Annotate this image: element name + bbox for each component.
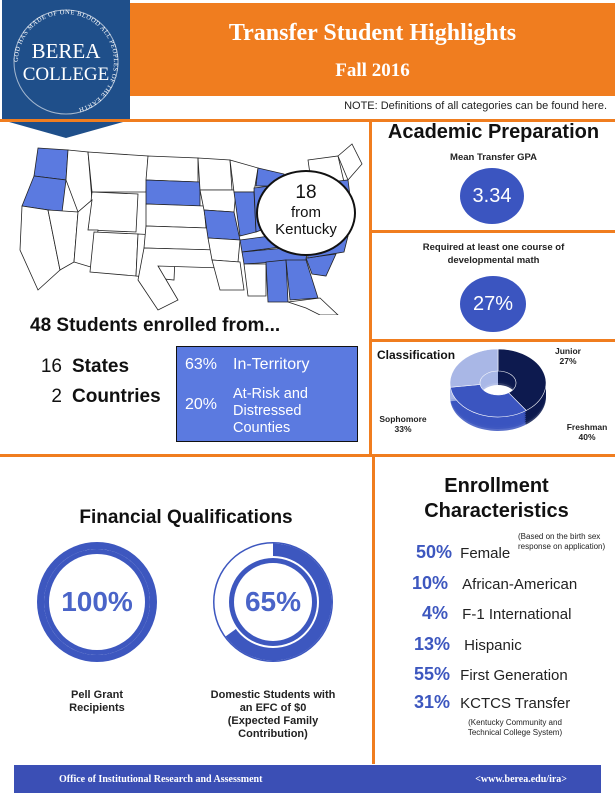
note-text: NOTE: Definitions of all categories can be found: [344, 100, 582, 112]
sophomore-legend: [372, 414, 434, 434]
states-stat: [28, 356, 129, 378]
footer-office: Office of Institutional Research and Assessment: [59, 774, 263, 785]
countries-stat: [28, 386, 161, 408]
african-american-pct: 10%: [411, 573, 448, 593]
efc-label-line2: an EFC of $0: [239, 702, 307, 714]
first-generation-label: First Generation: [460, 667, 568, 684]
divider-academic: [369, 230, 615, 233]
enrollment-title: [378, 474, 615, 524]
divider-vertical-upper: [369, 119, 372, 454]
international-label: F-1 International: [462, 606, 572, 623]
svg-text:BEREA: BEREA: [31, 39, 101, 63]
efc-value: 65%: [244, 586, 302, 617]
academic-title: Academic Preparation: [387, 121, 600, 143]
divider-classification: [369, 339, 615, 342]
enrollment-row-hispanic: [378, 634, 615, 655]
sophomore-pct: 33%: [394, 424, 412, 434]
pell-label-line2: Recipients: [69, 702, 125, 714]
efc-label-line1: Domestic Students with: [210, 689, 336, 701]
freshman-label: Freshman: [566, 422, 608, 432]
page-title: Transfer Student Highlights: [228, 20, 517, 46]
junior-label: Junior: [555, 346, 581, 356]
kctcs-note-line2: Technical College System): [467, 728, 563, 737]
freshman-pct: 40%: [578, 432, 596, 442]
financial-title: Financial Qualifications: [79, 507, 293, 528]
gpa-value: 3.34: [460, 168, 524, 224]
distressed-label-line1: At-Risk and: [233, 386, 308, 402]
kctcs-label: KCTCS Transfer: [460, 695, 571, 712]
efc-label-line3: (Expected Family: [227, 715, 319, 727]
kctcs-note-line1: (Kentucky Community and: [468, 718, 562, 727]
classification-donut: [448, 343, 548, 441]
divider-middle: [0, 454, 615, 457]
first-generation-pct: 55%: [413, 664, 450, 684]
distressed-label: [233, 386, 308, 437]
math-value: 27%: [460, 276, 526, 332]
math-label-line1: Required at least one course of: [422, 242, 565, 253]
distressed-label-line2: Distressed: [233, 403, 302, 419]
berea-college-logo: [2, 0, 130, 138]
countries-label: Countries: [72, 386, 161, 407]
footer-url[interactable]: <www.berea.edu/ira>: [475, 774, 567, 785]
enrollment-row-first-generation: [378, 664, 615, 685]
math-label: [372, 241, 615, 267]
hispanic-label: Hispanic: [464, 637, 522, 654]
math-label-line2: developmental math: [447, 255, 540, 266]
distressed-pct: 20%: [185, 396, 218, 413]
divider-vertical-lower: [372, 454, 375, 764]
female-label: Female: [460, 545, 511, 562]
international-pct: 4%: [421, 603, 448, 623]
distressed-label-line3: Counties: [233, 420, 291, 436]
female-pct: 50%: [415, 542, 452, 562]
enrollment-title-line2: Characteristics: [424, 500, 569, 522]
definitions-link[interactable]: here.: [581, 100, 607, 112]
enrolled-heading: 48 Students enrolled from...: [30, 315, 281, 336]
kentucky-callout: [256, 170, 356, 256]
kctcs-note: [440, 718, 590, 738]
gpa-label: Mean Transfer GPA: [450, 152, 537, 163]
enrollment-row-international: [378, 603, 615, 624]
definitions-note: [344, 100, 607, 112]
african-american-label: African-American: [462, 576, 578, 593]
states-count: 16: [40, 356, 62, 377]
enrollment-row-kctcs: [378, 692, 615, 713]
territory-label: In-Territory: [233, 356, 310, 373]
enrollment-row-african-american: [378, 573, 615, 594]
enrollment-title-line1: Enrollment: [444, 475, 549, 497]
countries-count: 2: [51, 386, 62, 407]
efc-label-line4: Contribution): [238, 728, 308, 740]
birth-sex-note: (Based on the birth sex response on application): [518, 532, 606, 551]
kentucky-label-name: Kentucky: [275, 221, 337, 238]
kctcs-pct: 31%: [413, 692, 450, 712]
sophomore-label: Sophomore: [379, 414, 427, 424]
freshman-legend: [563, 422, 611, 442]
states-label: States: [72, 356, 130, 377]
junior-pct: 27%: [559, 356, 577, 366]
page-subtitle: Fall 2016: [335, 60, 410, 81]
territory-box: [176, 346, 358, 442]
junior-legend: [548, 346, 588, 366]
hispanic-pct: 13%: [413, 634, 450, 654]
kentucky-label-from: from: [291, 204, 321, 221]
header-banner: [130, 3, 615, 96]
pell-label: [35, 689, 159, 715]
svg-text:GOD HAS MADE OF ONE BLOOD ALL: GOD HAS MADE OF ONE BLOOD ALL PEOPLES OF THE EARTH: [12, 8, 120, 114]
enrollment-row-female: [378, 542, 615, 563]
territory-pct: 63%: [185, 356, 218, 373]
footer-bar: [14, 765, 601, 793]
svg-text:COLLEGE: COLLEGE: [22, 64, 110, 85]
classification-title: Classification: [377, 348, 456, 362]
kentucky-count: 18: [295, 182, 317, 203]
pell-value: 100%: [61, 586, 133, 617]
pell-label-line1: Pell Grant: [71, 689, 123, 701]
efc-label: [190, 689, 356, 741]
